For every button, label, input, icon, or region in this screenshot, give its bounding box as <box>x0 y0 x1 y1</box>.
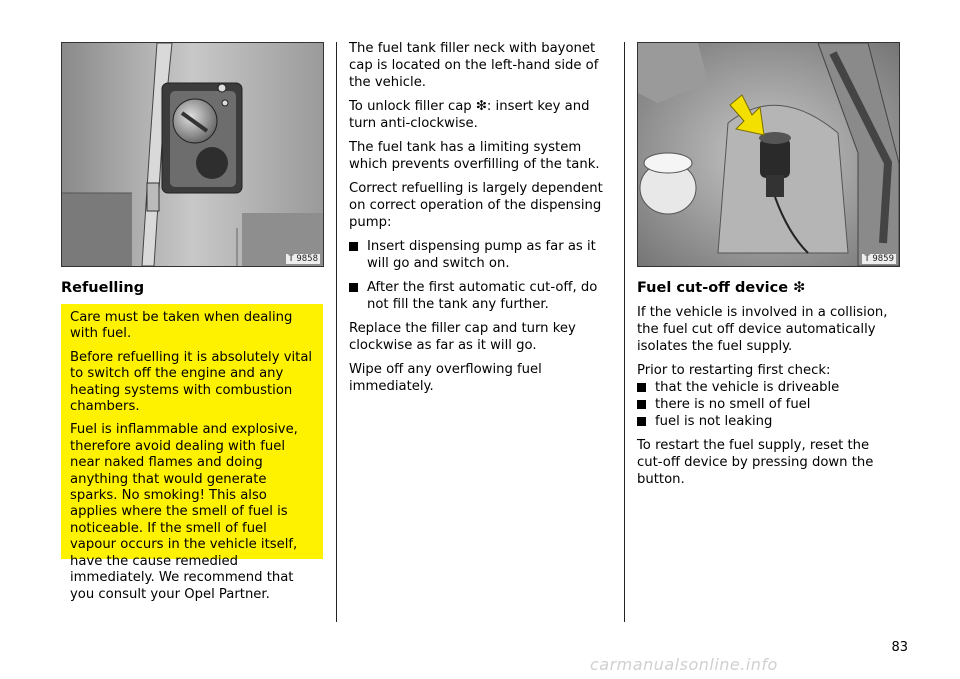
snowflake-icon: ❇ <box>793 280 806 296</box>
fuel-cutoff-illustration <box>637 42 900 267</box>
middle-column <box>349 40 611 402</box>
list-item: After the first automatic cut-off, do not fill the tank any further. <box>349 279 611 313</box>
list-item: fuel is not leaking <box>637 413 899 430</box>
paragraph: Prior to restarting first check: <box>637 363 831 378</box>
bullet-icon <box>637 400 646 409</box>
paragraph: The fuel tank has a limiting system which prevents overfilling of the tank. <box>349 140 600 172</box>
image-code: T 9859 <box>864 254 894 264</box>
paragraph: Wipe off any overflowing fuel immediately. <box>349 362 542 394</box>
snowflake-icon: ❇ <box>475 99 487 114</box>
column-divider <box>336 42 337 622</box>
refuelling-heading: Refuelling <box>61 280 145 296</box>
list-item: there is no smell of fuel <box>637 396 899 413</box>
fuel-cutoff-heading: Fuel cut-off device ❇ <box>637 280 806 296</box>
bullet-icon <box>349 242 358 251</box>
bullet-icon <box>637 417 646 426</box>
fuel-filler-illustration <box>61 42 324 267</box>
column-divider <box>624 42 625 622</box>
warning-box <box>61 304 323 602</box>
watermark: carmanualsonline.info <box>590 655 778 674</box>
bullet-icon <box>349 283 358 292</box>
list-item: Insert dispensing pump as far as it will go and switch on. <box>349 238 611 272</box>
warning-paragraph: Care must be taken when dealing with fuel. <box>70 310 293 342</box>
image-code: T 9858 <box>288 254 318 264</box>
paragraph: Correct refuelling is largely dependent on correct operation of the dispensing pump: <box>349 181 603 230</box>
paragraph: To restart the fuel supply, reset the cut-off device by pressing down the button. <box>637 438 874 487</box>
warning-paragraph: Fuel is inflammable and explosive, therefore avoid dealing with fuel near naked flames and doing anything that would generate sparks. No smoking! This also applies where the smell of fuel is noticeable. If the smell of fuel vapour occurs in the vehicle itself, have the cause remedied immediately. We recommend that you consult your Opel Partner. <box>70 422 298 602</box>
list-item: that the vehicle is driveable <box>637 379 899 396</box>
warning-paragraph: Before refuelling it is absolutely vital to switch off the engine and any heating systems with combustion chambers. <box>70 349 313 415</box>
bullet-icon <box>637 383 646 392</box>
check-list <box>637 379 899 430</box>
paragraph: The fuel tank filler neck with bayonet cap is located on the left-hand side of the vehicle. <box>349 41 599 90</box>
paragraph: Replace the filler cap and turn key clockwise as far as it will go. <box>349 321 576 353</box>
page-number: 83 <box>891 640 908 655</box>
paragraph: To unlock filler cap ❇: insert key and turn anti-clockwise. <box>349 99 590 131</box>
right-column <box>637 280 899 495</box>
paragraph: If the vehicle is involved in a collision, the fuel cut off device automatically isolates the fuel supply. <box>637 305 888 354</box>
